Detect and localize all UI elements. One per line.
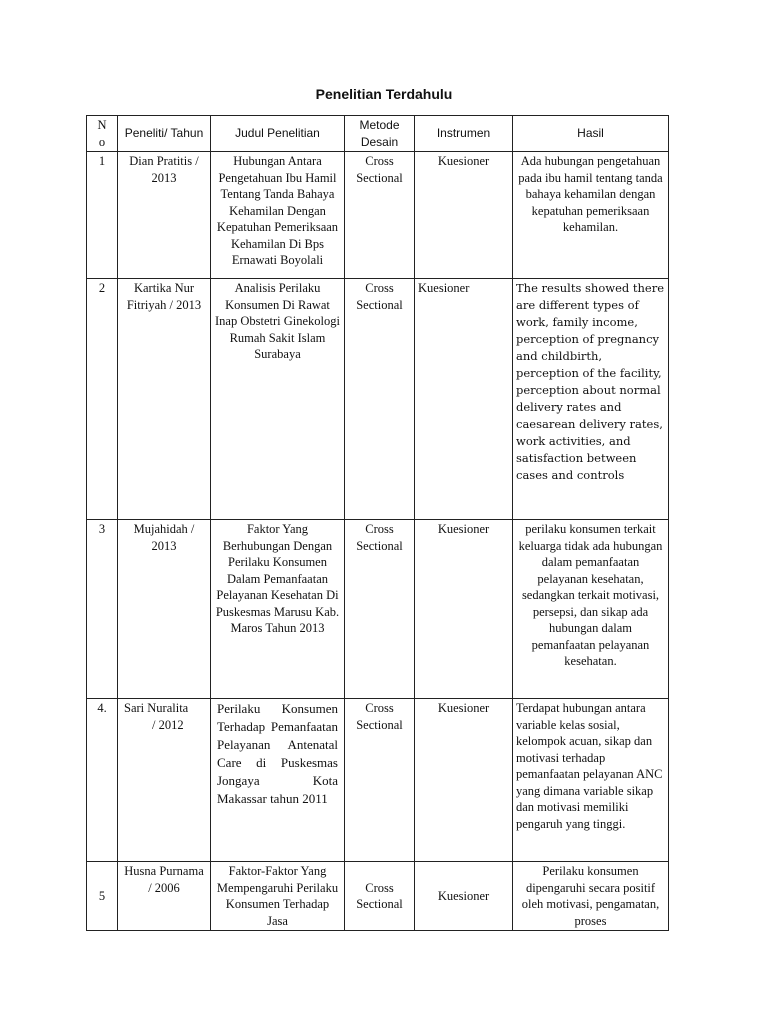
header-no: N o bbox=[87, 116, 118, 152]
cell-judul: Faktor-Faktor Yang Mempengaruhi Perilaku Konsumen Terhadap Jasa bbox=[211, 862, 345, 931]
cell-peneliti: Kartika Nur Fitriyah / 2013 bbox=[118, 279, 211, 520]
research-table bbox=[86, 115, 669, 931]
header-hasil: Hasil bbox=[513, 116, 669, 152]
cell-no: 1 bbox=[87, 152, 118, 279]
cell-peneliti: Dian Pratitis / 2013 bbox=[118, 152, 211, 279]
page-title: Penelitian Terdahulu bbox=[315, 86, 453, 102]
cell-judul: Hubungan Antara Pengetahuan Ibu Hamil Tentang Tanda Bahaya Kehamilan Dengan Kepatuhan Pemeriksaan Kehamilan Di Bps Ernawati Boyolali bbox=[211, 152, 345, 279]
cell-hasil: perilaku konsumen terkait keluarga tidak ada hubungan dalam pemanfaatan pelayanan kesehatan, sedangkan terkait motivasi, persepsi, dan sikap ada hubungan dalam pemanfaatan pelayanan kesehatan. bbox=[513, 520, 669, 699]
cell-metode: Cross Sectional bbox=[345, 152, 415, 279]
cell-metode: Cross Sectional bbox=[345, 699, 415, 862]
cell-judul: Faktor Yang Berhubungan Dengan Perilaku Konsumen Dalam Pemanfaatan Pelayanan Kesehatan Di Puskesmas Marusu Kab. Maros Tahun 2013 bbox=[211, 520, 345, 699]
cell-hasil: Perilaku konsumen dipengaruhi secara positif oleh motivasi, pengamatan, proses bbox=[513, 862, 669, 931]
table-row bbox=[87, 520, 669, 699]
header-judul: Judul Penelitian bbox=[211, 116, 345, 152]
cell-instrumen: Kuesioner bbox=[415, 152, 513, 279]
table-header-row bbox=[87, 116, 669, 152]
header-instrumen: Instrumen bbox=[415, 116, 513, 152]
cell-peneliti: Mujahidah / 2013 bbox=[118, 520, 211, 699]
cell-metode: Cross Sectional bbox=[345, 520, 415, 699]
cell-instrumen: Kuesioner bbox=[415, 862, 513, 931]
cell-instrumen: Kuesioner bbox=[415, 699, 513, 862]
cell-judul: Perilaku Konsumen Terhadap Pemanfaatan Pelayanan Antenatal Care di Puskesmas Jongaya Kota Makassar tahun 2011 bbox=[211, 699, 345, 862]
cell-peneliti bbox=[118, 699, 211, 862]
table-row bbox=[87, 862, 669, 931]
header-metode: Metode Desain bbox=[345, 116, 415, 152]
cell-judul: Analisis Perilaku Konsumen Di Rawat Inap Obstetri Ginekologi Rumah Sakit Islam Surabaya bbox=[211, 279, 345, 520]
cell-metode: Cross Sectional bbox=[345, 279, 415, 520]
cell-no: 4. bbox=[87, 699, 118, 862]
cell-hasil: The results showed there are different types of work, family income, perception of pregnancy and childbirth, perception of the facility, perception about normal delivery rates and caesarean delivery rates, work activities, and satisfaction between cases and controls bbox=[513, 279, 669, 520]
cell-peneliti: Husna Purnama / 2006 bbox=[118, 862, 211, 931]
cell-no: 3 bbox=[87, 520, 118, 699]
table-row bbox=[87, 152, 669, 279]
cell-metode: Cross Sectional bbox=[345, 862, 415, 931]
peneliti-year: / 2012 bbox=[152, 717, 184, 732]
cell-instrumen: Kuesioner bbox=[415, 279, 513, 520]
table-row bbox=[87, 699, 669, 862]
cell-no: 2 bbox=[87, 279, 118, 520]
table-row bbox=[87, 279, 669, 520]
cell-instrumen: Kuesioner bbox=[415, 520, 513, 699]
header-peneliti: Peneliti/ Tahun bbox=[118, 116, 211, 152]
cell-hasil: Ada hubungan pengetahuan pada ibu hamil tentang tanda bahaya kehamilan dengan kepatuhan pemeriksaan kehamilan. bbox=[513, 152, 669, 279]
peneliti-name: Sari Nuralita bbox=[124, 701, 189, 715]
cell-no: 5 bbox=[87, 862, 118, 931]
cell-hasil: Terdapat hubungan antara variable kelas sosial, kelompok acuan, sikap dan motivasi terhadap pemanfaatan pelayanan ANC yang dimana variable sikap dan motivasi memiliki pengaruh yang tinggi. bbox=[513, 699, 669, 862]
